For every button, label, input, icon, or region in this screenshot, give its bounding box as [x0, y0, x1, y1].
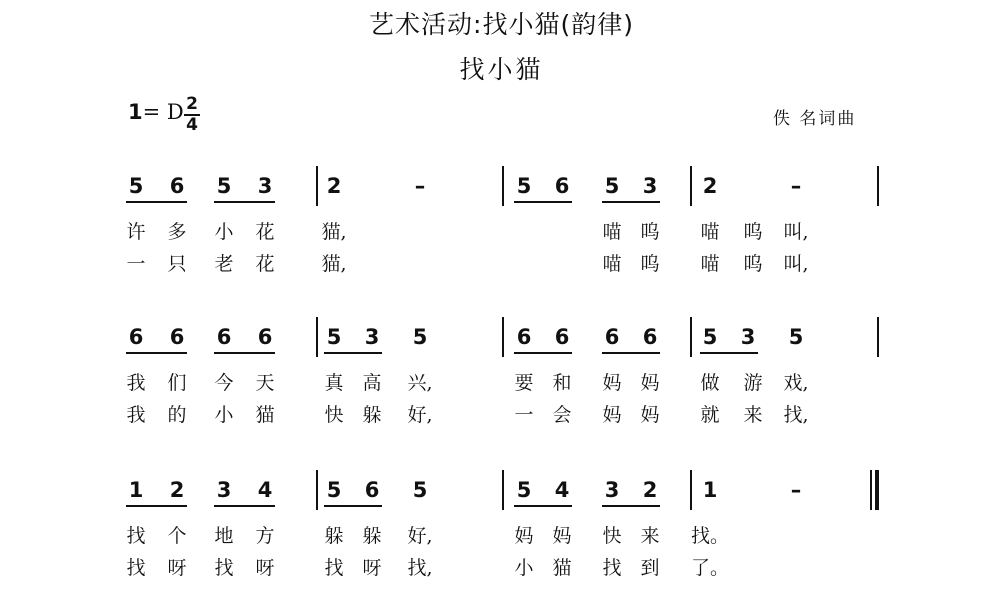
- eighth-beam: [324, 352, 382, 354]
- lyric-syllable: 天: [255, 372, 275, 394]
- lyric-syllable: 方: [255, 525, 275, 547]
- lyric-syllable: 我: [126, 404, 146, 426]
- note: 6: [554, 174, 570, 198]
- lyric-syllable: 妈: [640, 404, 660, 426]
- key-tonic: 1: [128, 100, 143, 124]
- time-numerator: 2: [186, 94, 198, 114]
- lyric-syllable: 妈: [602, 372, 622, 394]
- eighth-beam: [126, 505, 187, 507]
- eighth-beam: [214, 201, 275, 203]
- lyric-syllable: 猫,: [321, 221, 347, 243]
- lyric-syllable: 好,: [407, 525, 433, 547]
- lyric-syllable: 找,: [783, 404, 809, 426]
- lyric-syllable: 高: [362, 372, 382, 394]
- key-name: = D: [142, 100, 184, 124]
- author-credit: 佚 名词曲: [773, 109, 857, 129]
- note: 3: [604, 478, 620, 502]
- lyric-syllable: 妈: [514, 525, 534, 547]
- lyric-syllable: 小: [214, 404, 234, 426]
- note: 5: [412, 325, 428, 349]
- lyric-syllable: 找: [602, 557, 622, 579]
- lyric-syllable: 找: [324, 557, 344, 579]
- eighth-beam: [514, 201, 572, 203]
- barline: [316, 470, 318, 510]
- lyric-syllable: 戏,: [783, 372, 809, 394]
- note: 5: [788, 325, 804, 349]
- note: 1: [702, 478, 718, 502]
- lyric-syllable: 喵: [700, 253, 720, 275]
- lyric-syllable: 花: [255, 253, 275, 275]
- lyric-syllable: 一: [514, 404, 534, 426]
- lyric-syllable: 和: [552, 372, 572, 394]
- note: 5: [326, 325, 342, 349]
- lyric-syllable: 小: [214, 221, 234, 243]
- lyric-syllable: 躲: [324, 525, 344, 547]
- note: 6: [642, 325, 658, 349]
- lyric-syllable: 找: [126, 557, 146, 579]
- note: 6: [257, 325, 273, 349]
- lyric-syllable: 就: [700, 404, 720, 426]
- lyric-syllable: 做: [700, 372, 720, 394]
- lyric-syllable: 个: [167, 525, 187, 547]
- eighth-beam: [324, 505, 382, 507]
- lyric-syllable: 喵: [602, 221, 622, 243]
- eighth-beam: [700, 352, 758, 354]
- lyric-syllable: 猫: [552, 557, 572, 579]
- note: 4: [554, 478, 570, 502]
- eighth-beam: [214, 505, 275, 507]
- note: 5: [516, 174, 532, 198]
- time-signature: [184, 96, 200, 134]
- lyric-syllable: 来: [640, 525, 660, 547]
- lyric-syllable: 今: [214, 372, 234, 394]
- lyric-syllable: 躲: [362, 404, 382, 426]
- eighth-beam: [214, 352, 275, 354]
- lyric-syllable: 要: [514, 372, 534, 394]
- lyric-syllable: 躲: [362, 525, 382, 547]
- lyric-syllable: 找: [214, 557, 234, 579]
- lyric-syllable: 游: [743, 372, 763, 394]
- lyric-syllable: 找,: [407, 557, 433, 579]
- final-barline: [870, 470, 872, 510]
- note: 6: [554, 325, 570, 349]
- note: 5: [216, 174, 232, 198]
- lyric-syllable: 呀: [167, 557, 187, 579]
- lyric-syllable: 们: [167, 372, 187, 394]
- note: 6: [216, 325, 232, 349]
- note: 3: [642, 174, 658, 198]
- eighth-beam: [126, 352, 187, 354]
- lyric-syllable: 兴,: [407, 372, 433, 394]
- barline: [877, 317, 879, 357]
- lyric-syllable: 叫,: [783, 221, 809, 243]
- note: –: [790, 478, 802, 502]
- note: 3: [257, 174, 273, 198]
- lyric-syllable: 呀: [362, 557, 382, 579]
- note: 6: [364, 478, 380, 502]
- barline: [877, 166, 879, 206]
- lyric-syllable: 猫: [255, 404, 275, 426]
- note: 6: [604, 325, 620, 349]
- lyric-syllable: 多: [167, 221, 187, 243]
- lyric-syllable: 了。: [690, 557, 730, 579]
- note: 3: [364, 325, 380, 349]
- eighth-beam: [126, 201, 187, 203]
- lyric-syllable: 来: [743, 404, 763, 426]
- barline: [502, 317, 504, 357]
- lyric-syllable: 会: [552, 404, 572, 426]
- note: 5: [128, 174, 144, 198]
- note: 3: [740, 325, 756, 349]
- lyric-syllable: 妈: [552, 525, 572, 547]
- note: 5: [604, 174, 620, 198]
- final-barline-thick: [875, 470, 879, 510]
- note: 6: [169, 325, 185, 349]
- song-title: 找小猫: [459, 55, 544, 84]
- note: 6: [128, 325, 144, 349]
- lyric-syllable: 只: [167, 253, 187, 275]
- note: 4: [257, 478, 273, 502]
- lyric-syllable: 一: [126, 253, 146, 275]
- eighth-beam: [602, 352, 660, 354]
- lyric-syllable: 好,: [407, 404, 433, 426]
- eighth-beam: [514, 352, 572, 354]
- lyric-syllable: 到: [640, 557, 660, 579]
- lyric-syllable: 呜: [640, 253, 660, 275]
- lyric-syllable: 快: [602, 525, 622, 547]
- note: 6: [169, 174, 185, 198]
- lyric-syllable: 喵: [700, 221, 720, 243]
- lyric-syllable: 真: [324, 372, 344, 394]
- lyric-syllable: 呀: [255, 557, 275, 579]
- note: 2: [326, 174, 342, 198]
- eighth-beam: [602, 505, 660, 507]
- page-title: 艺术活动:找小猫(韵律): [369, 10, 634, 39]
- note: 2: [642, 478, 658, 502]
- lyric-syllable: 找: [126, 525, 146, 547]
- lyric-syllable: 快: [324, 404, 344, 426]
- barline: [316, 317, 318, 357]
- lyric-syllable: 小: [514, 557, 534, 579]
- eighth-beam: [602, 201, 660, 203]
- lyric-syllable: 找。: [690, 525, 730, 547]
- lyric-syllable: 许: [126, 221, 146, 243]
- lyric-syllable: 呜: [640, 221, 660, 243]
- barline: [316, 166, 318, 206]
- lyric-syllable: 猫,: [321, 253, 347, 275]
- note: 2: [702, 174, 718, 198]
- lyric-syllable: 我: [126, 372, 146, 394]
- note: 2: [169, 478, 185, 502]
- lyric-syllable: 老: [214, 253, 234, 275]
- lyric-syllable: 叫,: [783, 253, 809, 275]
- barline: [502, 470, 504, 510]
- barline: [690, 317, 692, 357]
- barline: [502, 166, 504, 206]
- lyric-syllable: 妈: [602, 404, 622, 426]
- barline: [690, 470, 692, 510]
- note: 5: [516, 478, 532, 502]
- note: 5: [326, 478, 342, 502]
- lyric-syllable: 地: [214, 525, 234, 547]
- lyric-syllable: 喵: [602, 253, 622, 275]
- note: –: [790, 174, 802, 198]
- lyric-syllable: 妈: [640, 372, 660, 394]
- note: 5: [702, 325, 718, 349]
- lyric-syllable: 呜: [743, 221, 763, 243]
- note: 3: [216, 478, 232, 502]
- lyric-syllable: 呜: [743, 253, 763, 275]
- note: –: [414, 174, 426, 198]
- key-signature: [128, 100, 184, 124]
- note: 6: [516, 325, 532, 349]
- eighth-beam: [514, 505, 572, 507]
- lyric-syllable: 花: [255, 221, 275, 243]
- note: 5: [412, 478, 428, 502]
- lyric-syllable: 的: [167, 404, 187, 426]
- note: 1: [128, 478, 144, 502]
- barline: [690, 166, 692, 206]
- time-denominator: 4: [186, 115, 198, 135]
